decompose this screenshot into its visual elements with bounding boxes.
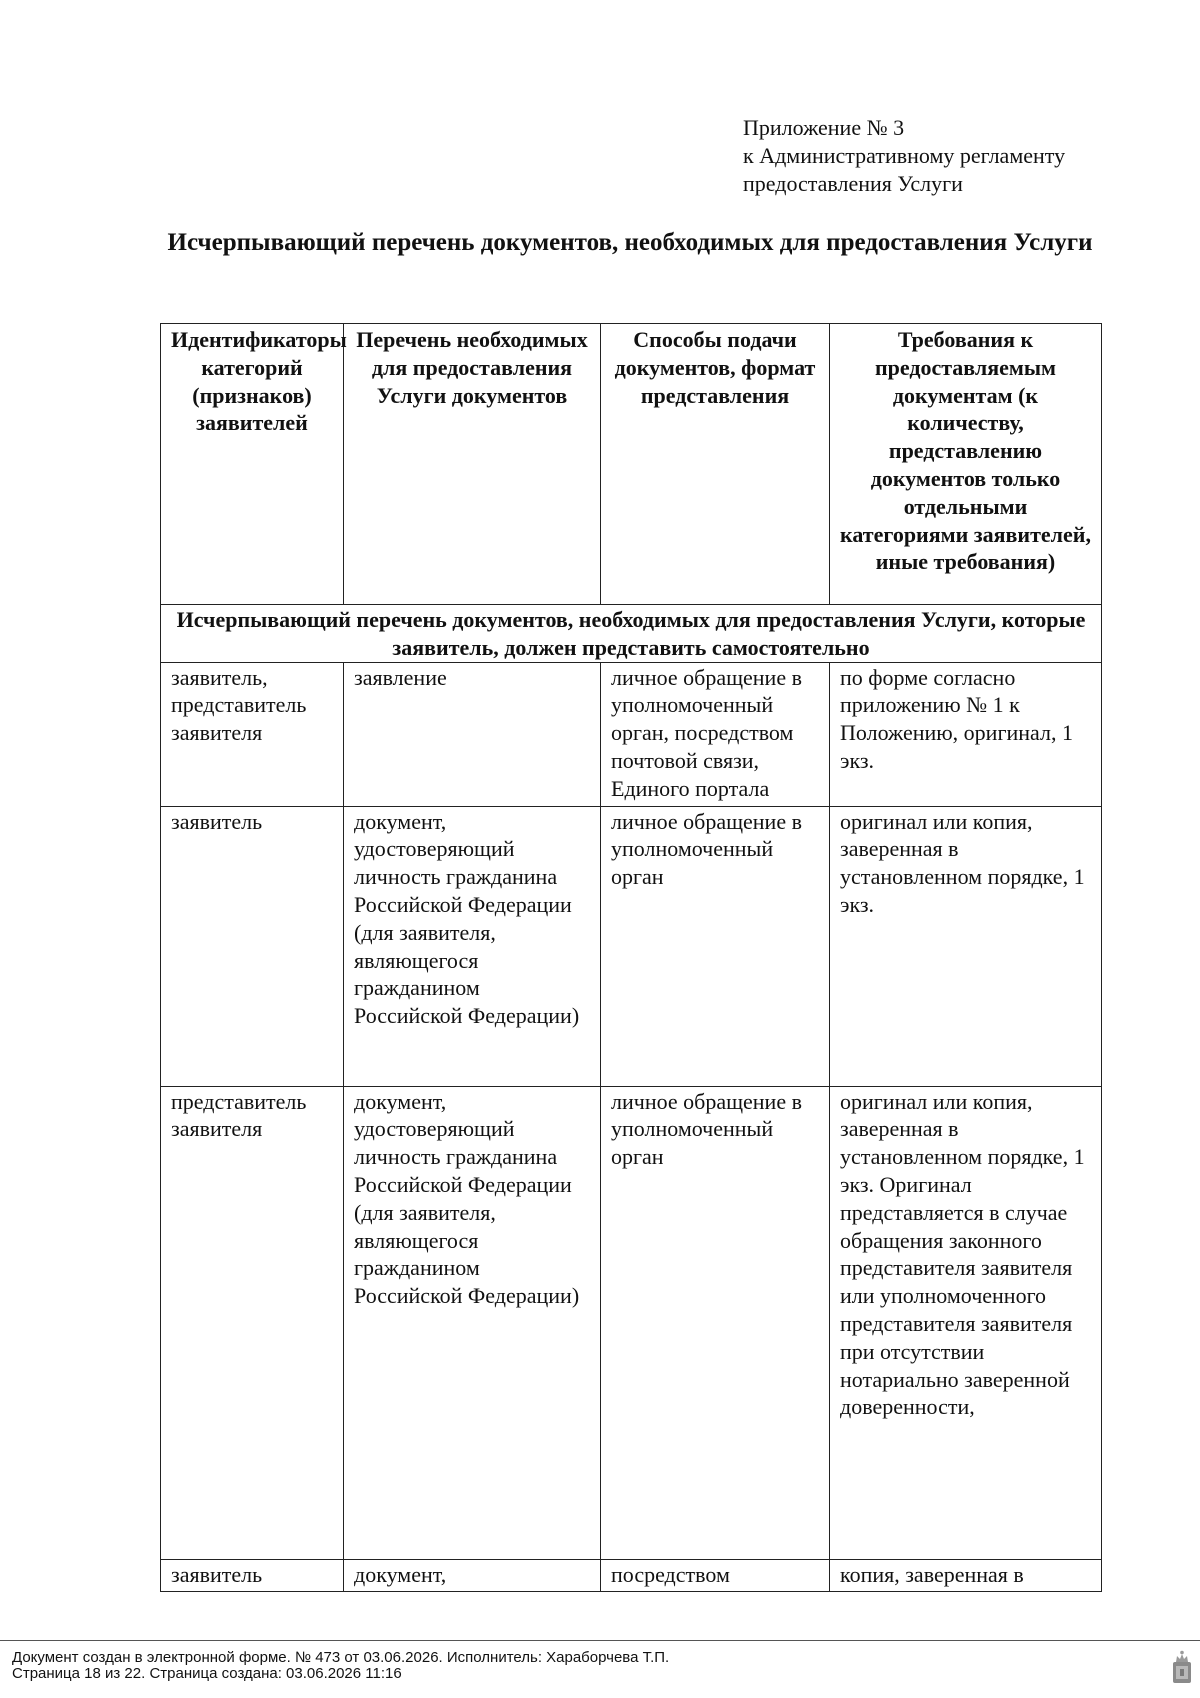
- footer-text: [12, 1650, 669, 1682]
- table-cell: заявитель, представитель заявителя: [161, 662, 344, 806]
- document-title: Исчерпывающий перечень документов, необходимых для предоставления Услуги: [167, 229, 1093, 256]
- header-requirements: Требования к предоставляемым документам (к количеству, представлению документов только отдельными категориями заявителей, иные требования): [830, 324, 1102, 605]
- table-header-row: [161, 324, 1102, 605]
- table-cell: оригинал или копия, заверенная в установленном порядке, 1 экз.: [830, 806, 1102, 1086]
- table-row: [161, 1086, 1102, 1559]
- annex-line-2: к Административному регламенту: [743, 143, 1066, 168]
- section-heading: Исчерпывающий перечень документов, необходимых для предоставления Услуги, которые заявитель, должен представить самостоятельно: [161, 605, 1102, 663]
- table-row: [161, 662, 1102, 806]
- table-cell: представитель заявителя: [161, 1086, 344, 1559]
- table-cell: по форме согласно приложению № 1 к Положению, оригинал, 1 экз.: [830, 662, 1102, 806]
- footer-line-1: Документ создан в электронной форме. № 473 от 03.06.2026. Исполнитель: Хараборчева Т.П.: [12, 1649, 670, 1666]
- table-cell: заявление: [344, 662, 601, 806]
- header-applicant-category: Идентификаторы категорий (признаков) заявителей: [161, 324, 344, 605]
- header-submission-methods: Способы подачи документов, формат представления: [601, 324, 830, 605]
- annex-reference: [743, 114, 1163, 198]
- table-cell: копия, заверенная в: [830, 1559, 1102, 1592]
- table-cell: личное обращение в уполномоченный орган: [601, 806, 830, 1086]
- table-cell: личное обращение в уполномоченный орган: [601, 1086, 830, 1559]
- table-cell: заявитель: [161, 1559, 344, 1592]
- documents-table: [160, 323, 1102, 1592]
- table-cell: документ,: [344, 1559, 601, 1592]
- table-cell: документ, удостоверяющий личность гражданина Российской Федерации (для заявителя, являющегося гражданином Российской Федерации): [344, 1086, 601, 1559]
- annex-line-3: предоставления Услуги: [743, 171, 963, 196]
- table-cell: оригинал или копия, заверенная в установленном порядке, 1 экз. Оригинал представляется в случае обращения законного представителя заявителя или уполномоченного представителя заявителя при отсутствии нотариально заверенной доверенности,: [830, 1086, 1102, 1559]
- coat-of-arms-icon: [1172, 1650, 1192, 1684]
- footer-line-2: Страница 18 из 22. Страница создана: 03.06.2026 11:16: [12, 1665, 402, 1682]
- table-cell: заявитель: [161, 806, 344, 1086]
- page-footer: [0, 1640, 1200, 1682]
- table-cell: посредством: [601, 1559, 830, 1592]
- header-documents-list: Перечень необходимых для предоставления Услуги документов: [344, 324, 601, 605]
- table-cell: документ, удостоверяющий личность гражданина Российской Федерации (для заявителя, являющегося гражданином Российской Федерации): [344, 806, 601, 1086]
- table-row: [161, 1559, 1102, 1592]
- table-cell: личное обращение в уполномоченный орган, посредством почтовой связи, Единого портала: [601, 662, 830, 806]
- annex-line-1: Приложение № 3: [743, 115, 905, 140]
- table-section-row: [161, 605, 1102, 663]
- table-row: [161, 806, 1102, 1086]
